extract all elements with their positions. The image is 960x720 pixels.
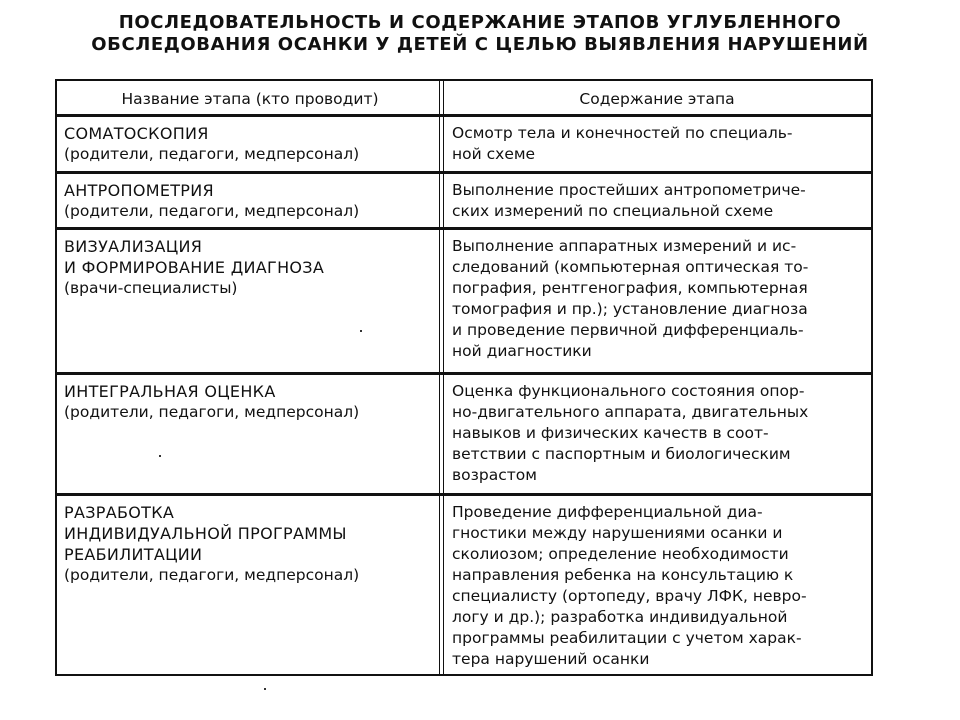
stages-table bbox=[55, 79, 873, 676]
scan-speck bbox=[264, 688, 266, 690]
stage-performers: (родители, педагоги, медперсонал) bbox=[64, 202, 360, 220]
scan-speck bbox=[159, 455, 161, 457]
column-divider bbox=[443, 174, 444, 227]
stage-name: РАЗРАБОТКА bbox=[64, 503, 175, 522]
stage-performers: (родители, педагоги, медперсонал) bbox=[64, 145, 360, 163]
column-divider bbox=[443, 496, 444, 674]
content-cell bbox=[452, 123, 862, 165]
column-divider bbox=[439, 174, 440, 227]
content-line: ной диагностики bbox=[452, 342, 592, 360]
column-divider bbox=[443, 375, 444, 493]
content-line: Выполнение простейших антропометриче- bbox=[452, 181, 806, 199]
content-line: специалисту (ортопеду, врачу ЛФК, невро- bbox=[452, 587, 807, 605]
table-row bbox=[57, 230, 871, 375]
content-line: программы реабилитации с учетом харак- bbox=[452, 629, 802, 647]
content-line: но-двигательного аппарата, двигательных bbox=[452, 403, 809, 421]
content-line: томография и пр.); установление диагноза bbox=[452, 300, 808, 318]
content-line: ских измерений по специальной схеме bbox=[452, 202, 774, 220]
content-cell bbox=[452, 236, 862, 362]
document-title bbox=[60, 12, 900, 56]
content-line: Осмотр тела и конечностей по специаль- bbox=[452, 124, 793, 142]
table-row bbox=[57, 375, 871, 496]
content-line: тера нарушений осанки bbox=[452, 650, 650, 668]
content-line: ной схеме bbox=[452, 145, 536, 163]
content-line: сколиозом; определение необходимости bbox=[452, 545, 789, 563]
table-row bbox=[57, 174, 871, 230]
stage-name: СОМАТОСКОПИЯ bbox=[64, 124, 209, 143]
content-cell bbox=[452, 381, 862, 486]
column-divider bbox=[443, 81, 444, 114]
column-divider bbox=[443, 230, 444, 372]
stage-performers: (родители, педагоги, медперсонал) bbox=[64, 403, 360, 421]
column-divider bbox=[439, 375, 440, 493]
stage-cell bbox=[64, 123, 436, 165]
content-cell bbox=[452, 180, 862, 222]
title-line-2: ОБСЛЕДОВАНИЯ ОСАНКИ У ДЕТЕЙ С ЦЕЛЬЮ ВЫЯВЛЕНИЯ НАРУШЕНИЙ bbox=[91, 34, 869, 55]
table-header-row bbox=[57, 81, 871, 117]
content-line: Проведение дифференциальной диа- bbox=[452, 503, 763, 521]
content-line: следований (компьютерная оптическая то- bbox=[452, 258, 809, 276]
column-divider bbox=[439, 81, 440, 114]
table-row bbox=[57, 496, 871, 674]
header-stage-name: Название этапа (кто проводит) bbox=[121, 90, 379, 108]
title-line-1: ПОСЛЕДОВАТЕЛЬНОСТЬ И СОДЕРЖАНИЕ ЭТАПОВ УГЛУБЛЕННОГО bbox=[118, 12, 842, 33]
stage-name: И ФОРМИРОВАНИЕ ДИАГНОЗА bbox=[64, 258, 325, 277]
content-line: Оценка функционального состояния опор- bbox=[452, 382, 805, 400]
content-line: логу и др.); разработка индивидуальной bbox=[452, 608, 788, 626]
stage-cell bbox=[64, 381, 436, 423]
content-line: навыков и физических качеств в соот- bbox=[452, 424, 769, 442]
column-divider bbox=[443, 117, 444, 171]
stage-name: АНТРОПОМЕТРИЯ bbox=[64, 181, 214, 200]
stage-name: ВИЗУАЛИЗАЦИЯ bbox=[64, 237, 203, 256]
column-divider bbox=[439, 496, 440, 674]
stage-name: ИНДИВИДУАЛЬНОЙ ПРОГРАММЫ bbox=[64, 524, 347, 543]
header-stage-content: Содержание этапа bbox=[579, 90, 735, 108]
stage-cell bbox=[64, 180, 436, 222]
stage-performers: (родители, педагоги, медперсонал) bbox=[64, 566, 360, 584]
content-line: гностики между нарушениями осанки и bbox=[452, 524, 783, 542]
stage-name: ИНТЕГРАЛЬНАЯ ОЦЕНКА bbox=[64, 382, 276, 401]
content-line: ветствии с паспортным и биологическим bbox=[452, 445, 791, 463]
content-line: Выполнение аппаратных измерений и ис- bbox=[452, 237, 797, 255]
content-cell bbox=[452, 502, 862, 670]
stage-cell bbox=[64, 236, 436, 299]
column-divider bbox=[439, 117, 440, 171]
table-row bbox=[57, 117, 871, 174]
stage-cell bbox=[64, 502, 436, 586]
column-divider bbox=[439, 230, 440, 372]
content-line: возрастом bbox=[452, 466, 537, 484]
stage-performers: (врачи-специалисты) bbox=[64, 279, 238, 297]
stage-name: РЕАБИЛИТАЦИИ bbox=[64, 545, 203, 564]
content-line: направления ребенка на консультацию к bbox=[452, 566, 794, 584]
content-line: пография, рентгенография, компьютерная bbox=[452, 279, 808, 297]
scan-speck bbox=[360, 330, 362, 332]
content-line: и проведение первичной дифференциаль- bbox=[452, 321, 804, 339]
